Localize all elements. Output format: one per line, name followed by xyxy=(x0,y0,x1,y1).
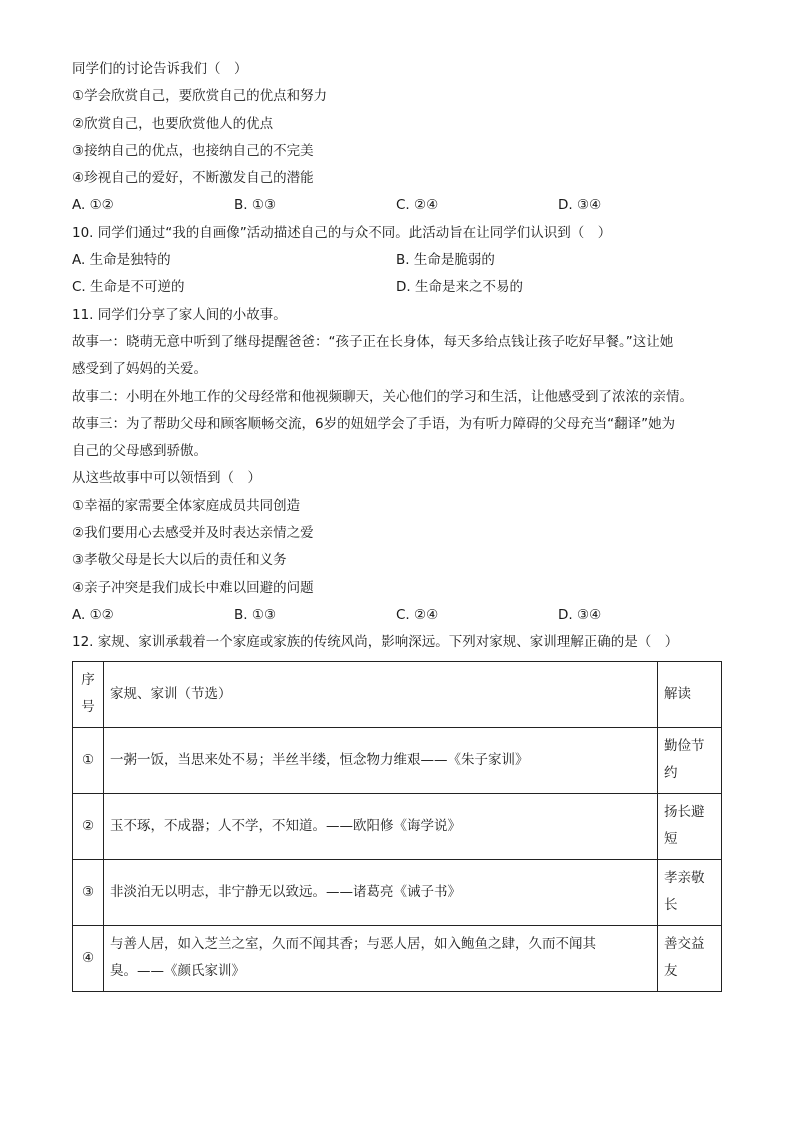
header-number xyxy=(73,661,104,727)
row-explain xyxy=(658,859,722,925)
option-b[interactable]: B. ①③ xyxy=(234,606,277,623)
option-d[interactable]: D. ③④ xyxy=(558,606,602,623)
row-content xyxy=(104,727,658,793)
row-explain-line: 短 xyxy=(664,831,678,848)
header-number-line: 序 xyxy=(81,672,95,689)
option-a[interactable]: A. ①② xyxy=(72,197,114,214)
question-stem: 同学们的讨论告诉我们（ ） xyxy=(72,61,248,77)
story-paragraph: 自己的父母感到骄傲。 xyxy=(72,443,207,460)
option-a[interactable]: A. 生命是独特的 xyxy=(72,252,171,269)
row-content xyxy=(104,925,658,991)
story-paragraph: 故事二：小明在外地工作的父母经常和他视频聊天，关心他们的学习和生活，让他感受到了浓浓的亲情。 xyxy=(72,388,693,405)
row-content xyxy=(104,859,658,925)
option-b[interactable]: B. ①③ xyxy=(234,197,277,214)
row-explain-line: 扬长避 xyxy=(664,804,705,821)
statement-item: ④亲子冲突是我们成长中难以回避的问题 xyxy=(72,579,314,596)
row-content-line: 臭。——《颜氏家训》 xyxy=(110,963,245,980)
header-content: 家规、家训（节选） xyxy=(104,661,658,727)
answer-options xyxy=(72,247,722,274)
table-row xyxy=(73,793,722,859)
table-row xyxy=(73,727,722,793)
statement-item: ①幸福的家需要全体家庭成员共同创造 xyxy=(72,497,301,514)
row-number: ④ xyxy=(73,925,104,991)
question-stem: 11. 同学们分享了家人间的小故事。 xyxy=(72,306,287,323)
row-explain-line: 勤俭节 xyxy=(664,738,705,755)
answer-options xyxy=(72,274,722,301)
option-c[interactable]: C. 生命是不可逆的 xyxy=(72,279,185,296)
question-stem: 10. 同学们通过“我的自画像”活动描述自己的与众不同。此活动旨在让同学们认识到（ ） xyxy=(72,224,612,241)
statement-item: ③孝敬父母是长大以后的责任和义务 xyxy=(72,552,287,569)
row-explain-line: 孝亲敬 xyxy=(664,870,705,887)
statement-item: ②我们要用心去感受并及时表达亲情之爱 xyxy=(72,525,314,542)
exam-page xyxy=(72,56,722,992)
statement-item: ②欣赏自己，也要欣赏他人的优点 xyxy=(72,115,274,132)
row-explain-line: 善交益 xyxy=(664,936,705,953)
story-paragraph: 故事三：为了帮助父母和顾客顺畅交流，6岁的妞妞学会了手语，为有听力障碍的父母充当“翻译”她为 xyxy=(72,415,676,432)
row-number: ② xyxy=(73,793,104,859)
answer-options xyxy=(72,602,722,629)
row-number: ③ xyxy=(73,859,104,925)
table-header-row xyxy=(73,661,722,727)
option-b[interactable]: B. 生命是脆弱的 xyxy=(396,252,495,269)
table-row xyxy=(73,859,722,925)
row-content xyxy=(104,793,658,859)
table-row xyxy=(73,925,722,991)
header-explain: 解读 xyxy=(658,661,722,727)
option-d[interactable]: D. ③④ xyxy=(558,197,602,214)
question-prompt: 从这些故事中可以领悟到（ ） xyxy=(72,470,261,487)
row-explain-line: 友 xyxy=(664,963,678,980)
row-content-line: 非淡泊无以明志，非宁静无以致远。——诸葛亮《诫子书》 xyxy=(110,883,461,900)
row-explain-line: 约 xyxy=(664,765,678,782)
row-explain xyxy=(658,793,722,859)
row-explain-line: 长 xyxy=(664,897,678,914)
row-content-line: 玉不琢，不成器；人不学，不知道。——欧阳修《诲学说》 xyxy=(110,817,461,834)
story-paragraph: 感受到了妈妈的关爱。 xyxy=(72,361,207,378)
option-d[interactable]: D. 生命是来之不易的 xyxy=(396,279,523,296)
row-explain xyxy=(658,727,722,793)
statement-item: ①学会欣赏自己，要欣赏自己的优点和努力 xyxy=(72,88,328,105)
option-c[interactable]: C. ②④ xyxy=(396,606,439,623)
question-stem: 12. 家规、家训承载着一个家庭或家族的传统风尚，影响深远。下列对家规、家训理解正确的是（ ） xyxy=(72,634,679,651)
row-content-line: 一粥一饭，当思来处不易；半丝半缕，恒念物力维艰——《朱子家训》 xyxy=(110,751,529,768)
story-paragraph: 故事一：晓萌无意中听到了继母提醒爸爸：“孩子正在长身体，每天多给点钱让孩子吃好早餐。”这让她 xyxy=(72,333,674,350)
statement-item: ③接纳自己的优点，也接纳自己的不完美 xyxy=(72,142,314,159)
option-c[interactable]: C. ②④ xyxy=(396,197,439,214)
row-explain xyxy=(658,925,722,991)
option-a[interactable]: A. ①② xyxy=(72,606,114,623)
statement-item: ④珍视自己的爱好，不断激发自己的潜能 xyxy=(72,170,314,187)
row-content-line: 与善人居，如入芝兰之室，久而不闻其香；与恶人居，如入鲍鱼之肆，久而不闻其 xyxy=(110,936,596,953)
header-number-line: 号 xyxy=(81,699,95,716)
family-rules-table xyxy=(72,661,722,992)
answer-options xyxy=(72,192,722,219)
row-number: ① xyxy=(73,727,104,793)
